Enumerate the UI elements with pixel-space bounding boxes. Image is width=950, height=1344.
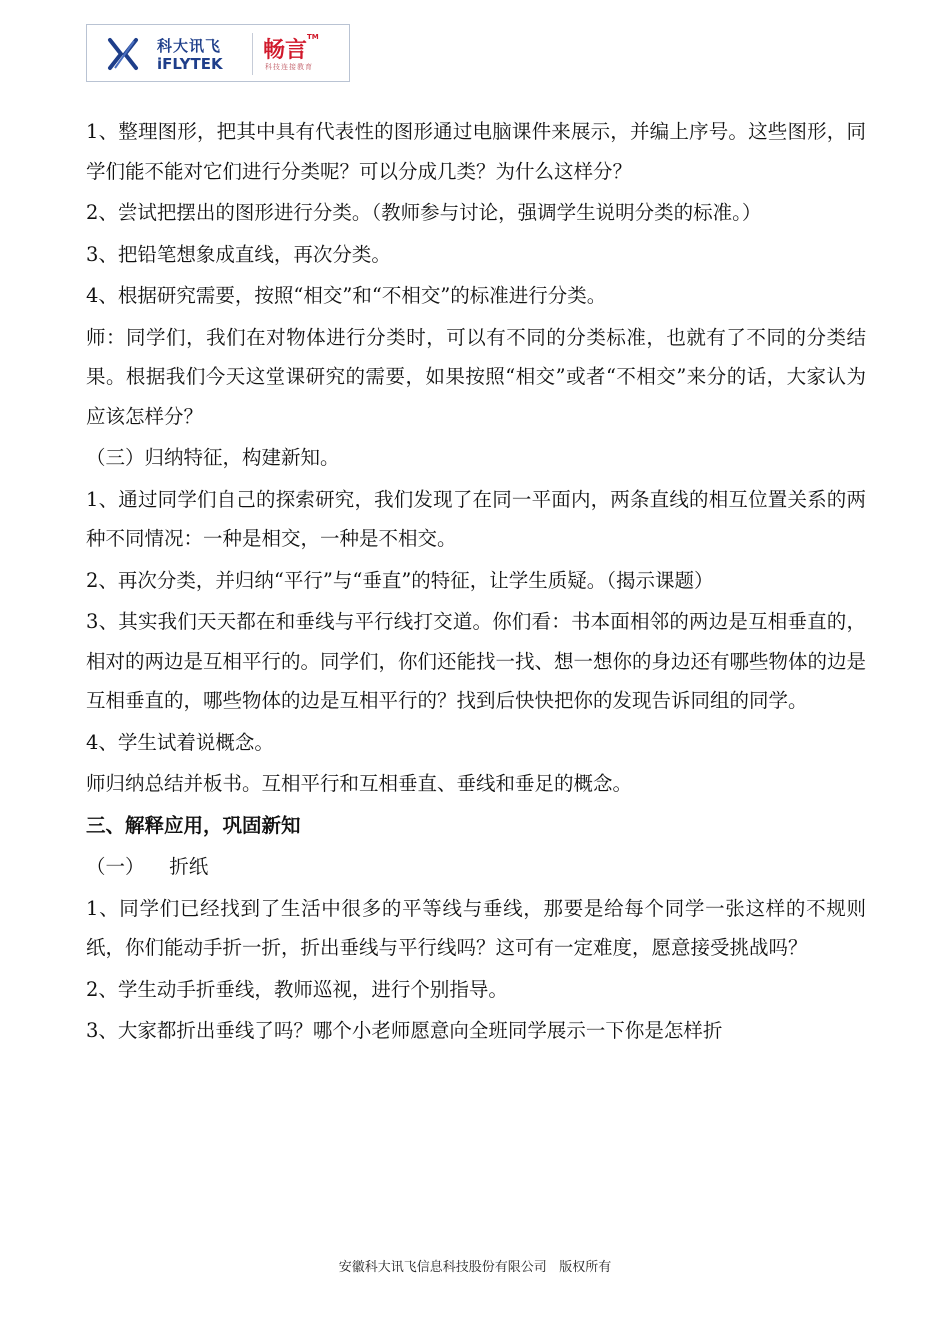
paragraph: 4、根据研究需要，按照“相交”和“不相交”的标准进行分类。 bbox=[86, 284, 607, 307]
document-body bbox=[86, 112, 866, 1053]
paragraph: 2、再次分类，并归纳“平行”与“垂直”的特征，让学生质疑。（揭示课题） bbox=[86, 568, 714, 592]
company-logo bbox=[86, 24, 350, 82]
paragraph: 师归纳总结并板书。互相平行和互相垂直、垂线和垂足的概念。 bbox=[86, 772, 633, 795]
paragraph: 2、尝试把摆出的图形进行分类。（教师参与讨论，强调学生说明分类的标准。） bbox=[86, 201, 762, 224]
paragraph: 1、通过同学们自己的探索研究，我们发现了在同一平面内，两条直线的相互位置关系的两种不同情况：一种是相交，一种是不相交。 bbox=[86, 487, 866, 550]
paragraph: 2、学生动手折垂线，教师巡视，进行个别指导。 bbox=[86, 977, 508, 1001]
paragraph: 4、学生试着说概念。 bbox=[86, 730, 274, 754]
paragraph: 3、把铅笔想象成直线，再次分类。 bbox=[86, 242, 391, 266]
subsection-heading: （一） 折纸 bbox=[86, 855, 209, 878]
paragraph: 师：同学们，我们在对物体进行分类时，可以有不同的分类标准，也就有了不同的分类结果。根据我们今天这堂课研究的需要，如果按照“相交”或者“不相交”来分的话，大家认为应该怎样分？ bbox=[86, 325, 866, 428]
logo-divider bbox=[252, 33, 253, 75]
section-heading: 三、解释应用，巩固新知 bbox=[86, 813, 301, 837]
paragraph: 1、同学们已经找到了生活中很多的平等线与垂线，那要是给每个同学一张这样的不规则纸，你们能动手折一折，折出垂线与平行线吗？这可有一定难度，愿意接受挑战吗？ bbox=[86, 896, 866, 959]
paragraph: 3、大家都折出垂线了吗？哪个小老师愿意向全班同学展示一下你是怎样折 bbox=[86, 1019, 723, 1042]
paragraph: 1、整理图形，把其中具有代表性的图形通过电脑课件来展示，并编上序号。这些图形，同学们能不能对它们进行分类呢？可以分成几类？为什么这样分？ bbox=[86, 120, 866, 183]
brand-name-en: iFLYTEK bbox=[157, 55, 223, 73]
product-name: 畅言™ bbox=[263, 33, 319, 63]
product-tagline: 科技连接教育 bbox=[265, 63, 313, 71]
paragraph: 3、其实我们天天都在和垂线与平行线打交道。你们看：书本面相邻的两边是互相垂直的，相对的两边是互相平行的。同学们，你们还能找一找、想一想你的身边还有哪些物体的边是互相垂直的，哪些物体的边是互相平行的？找到后快快把你的发现告诉同组的同学。 bbox=[86, 610, 867, 712]
iflytek-x-icon bbox=[107, 37, 139, 71]
brand-name-cn: 科大讯飞 bbox=[157, 37, 222, 55]
page-footer: 安徽科大讯飞信息科技股份有限公司 版权所有 bbox=[338, 1260, 612, 1275]
paragraph: （三）归纳特征，构建新知。 bbox=[86, 446, 340, 469]
